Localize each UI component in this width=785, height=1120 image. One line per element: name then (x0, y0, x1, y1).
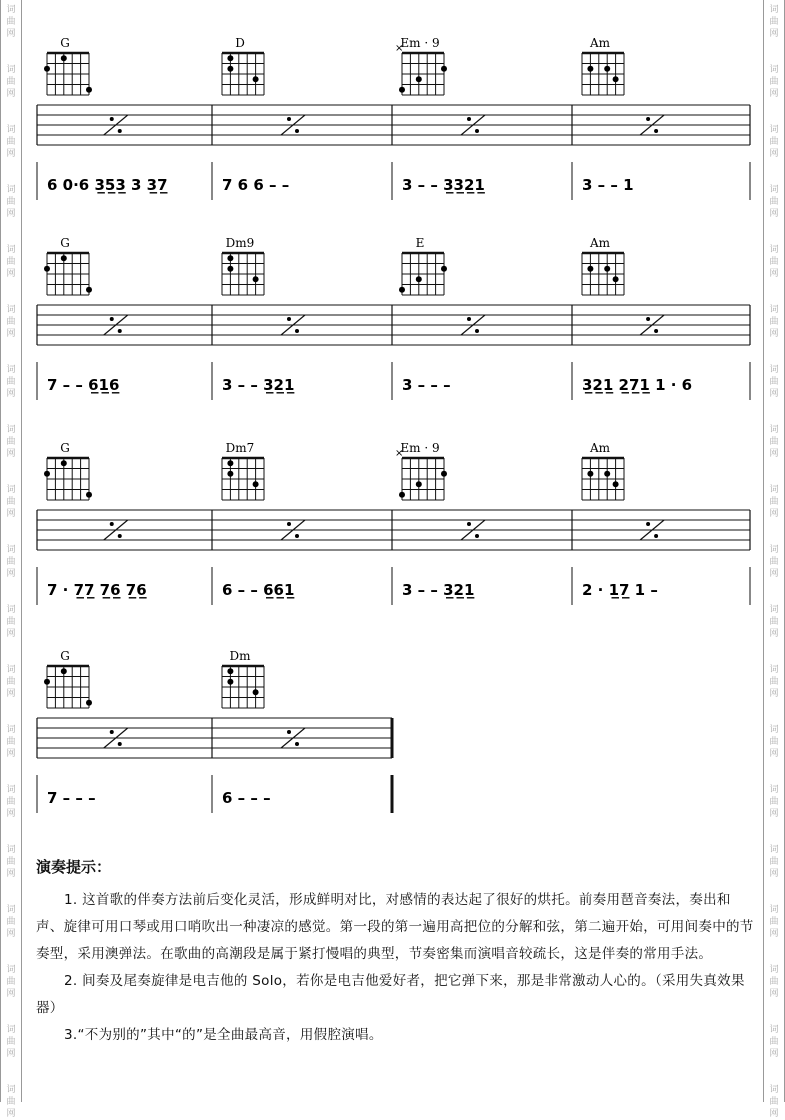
watermark-text: 词 曲 网 (769, 725, 779, 759)
finger-dot (86, 700, 92, 706)
chord-name: Am (589, 36, 611, 50)
strum-dot (654, 129, 658, 133)
finger-dot (44, 266, 50, 272)
finger-dot (613, 76, 619, 82)
watermark-text: 词 曲 网 (769, 425, 779, 459)
strum-dot (475, 329, 479, 333)
finger-dot (227, 471, 233, 477)
watermark-text: 词 曲 网 (6, 425, 16, 459)
strum-dot (287, 522, 291, 526)
strum-dot (118, 742, 122, 746)
strum-dot (646, 117, 650, 121)
tip-paragraph-2: 2. 间奏及尾奏旋律是电吉他的 Solo，若你是电吉他爱好者，把它弹下来，那是非常激动人心的。（采用失真效果器） (36, 973, 745, 1016)
watermark-text: 词 曲 网 (769, 1025, 779, 1059)
notation-measure: 7 – – – (47, 789, 96, 807)
notation-measure: 7 – – 6̲1̲6̲ (47, 376, 120, 394)
strum-dot (110, 730, 114, 734)
notation-measure: 3 – – 3̲3̲2̲1̲ (402, 176, 485, 194)
notation-measure: 3 – – – (402, 376, 451, 394)
notation-measure: 3̲2̲1̲ 2̲7̲1̲ 1 · 6 (582, 376, 693, 394)
finger-dot (604, 266, 610, 272)
watermark-text: 词 曲 网 (6, 785, 16, 819)
chord-name: G (60, 36, 70, 50)
finger-dot (587, 66, 593, 72)
finger-dot (253, 689, 259, 695)
watermark-text: 词 曲 网 (6, 965, 16, 999)
chord-name: G (60, 649, 70, 663)
watermark-text: 词 曲 网 (6, 305, 16, 339)
finger-dot (86, 287, 92, 293)
strum-dot (646, 522, 650, 526)
chord-name: G (60, 441, 70, 455)
watermark-text: 词 曲 网 (769, 1085, 779, 1119)
watermark-text: 词 曲 网 (769, 785, 779, 819)
watermark-text: 词 曲 网 (769, 905, 779, 939)
finger-dot (587, 471, 593, 477)
finger-dot (441, 471, 447, 477)
notation-measure: 3 – – 3̲2̲1̲ (402, 581, 475, 599)
watermark-text: 词 曲 网 (6, 605, 16, 639)
watermark-text: 词 曲 网 (6, 245, 16, 279)
finger-dot (86, 87, 92, 93)
watermark-text: 词 曲 网 (6, 725, 16, 759)
watermark-text: 词 曲 网 (6, 665, 16, 699)
watermark-text: 词 曲 网 (769, 605, 779, 639)
finger-dot (44, 471, 50, 477)
chord-name: Am (589, 236, 611, 250)
performance-tips (36, 856, 756, 1049)
finger-dot (227, 679, 233, 685)
finger-dot (613, 481, 619, 487)
finger-dot (399, 87, 405, 93)
watermark-text: 词 曲 网 (769, 485, 779, 519)
tips-title: 演奏提示： (36, 858, 112, 876)
strum-dot (110, 317, 114, 321)
finger-dot (253, 76, 259, 82)
notation-measure: 3 – – 1 (582, 176, 634, 194)
finger-dot (604, 66, 610, 72)
strum-dot (110, 522, 114, 526)
watermark-text: 词 曲 网 (769, 185, 779, 219)
finger-dot (44, 679, 50, 685)
watermark-text: 词 曲 网 (6, 185, 16, 219)
muted-string-mark: × (395, 448, 404, 459)
watermark-text: 词 曲 网 (769, 965, 779, 999)
strum-dot (467, 522, 471, 526)
watermark-text: 词 曲 网 (769, 665, 779, 699)
watermark-text: 词 曲 网 (6, 65, 16, 99)
finger-dot (399, 287, 405, 293)
watermark-text: 词 曲 网 (6, 5, 16, 39)
watermark-text: 词 曲 网 (6, 365, 16, 399)
finger-dot (416, 276, 422, 282)
finger-dot (86, 492, 92, 498)
notation-measure: 6 0·6 3̲5̲3̲ 3 3̲7̲ (47, 176, 168, 194)
finger-dot (227, 668, 233, 674)
watermark-text: 词 曲 网 (769, 305, 779, 339)
strum-dot (287, 117, 291, 121)
finger-dot (227, 460, 233, 466)
strum-dot (118, 329, 122, 333)
chord-name: G (60, 236, 70, 250)
strum-dot (654, 329, 658, 333)
chord-name: Dm9 (225, 236, 255, 250)
finger-dot (441, 266, 447, 272)
chord-name: Dm7 (225, 441, 255, 455)
strum-dot (654, 534, 658, 538)
watermark-text: 词 曲 网 (769, 5, 779, 39)
chord-name: Em · 9 (400, 441, 440, 455)
finger-dot (227, 66, 233, 72)
watermark-text: 词 曲 网 (769, 245, 779, 279)
strum-dot (110, 117, 114, 121)
notation-measure: 6 – – – (222, 789, 271, 807)
notation-measure: 7 · 7̲7̲ 7̲6̲ 7̲6̲ (47, 581, 147, 599)
strum-dot (295, 742, 299, 746)
watermark-text: 词 曲 网 (769, 125, 779, 159)
chord-name: Em · 9 (400, 36, 440, 50)
notation-measure: 6 – – 6̲6̲1̲ (222, 581, 295, 599)
finger-dot (227, 255, 233, 261)
finger-dot (253, 481, 259, 487)
finger-dot (253, 276, 259, 282)
notation-measure: 7 6 6 – – (222, 176, 290, 194)
notation-measure: 3 – – 3̲2̲1̲ (222, 376, 295, 394)
strum-dot (287, 317, 291, 321)
finger-dot (61, 55, 67, 61)
watermark-text: 词 曲 网 (6, 1085, 16, 1119)
strum-dot (475, 534, 479, 538)
strum-dot (118, 129, 122, 133)
watermark-text: 词 曲 网 (6, 545, 16, 579)
watermark-text: 词 曲 网 (769, 845, 779, 879)
finger-dot (61, 460, 67, 466)
finger-dot (587, 266, 593, 272)
tip-paragraph-1: 1. 这首歌的伴奏方法前后变化灵活，形成鲜明对比，对感情的表达起了很好的烘托。前奏用琶音奏法，奏出和声、旋律可用口琴或用口哨吹出一种凄凉的感觉。第一段的第一遍用高把位的分解和弦，第二遍开始，可用间奏中的节奏型，采用澳弹法。在歌曲的高潮段是属于紧打慢唱的典型，节奏密集而演唱音较疏长，这是伴奏的常用手法。 (36, 892, 754, 962)
finger-dot (44, 66, 50, 72)
strum-dot (467, 117, 471, 121)
strum-dot (295, 329, 299, 333)
muted-string-mark: × (395, 43, 404, 54)
finger-dot (613, 276, 619, 282)
strum-dot (118, 534, 122, 538)
watermark-text: 词 曲 网 (6, 1025, 16, 1059)
watermark-text: 词 曲 网 (6, 125, 16, 159)
strum-dot (295, 129, 299, 133)
tip-paragraph-3: 3.“不为别的”其中“的”是全曲最高音，用假腔演唱。 (64, 1027, 383, 1043)
notation-measure: 2 · 1̲7̲ 1 – (582, 581, 658, 599)
strum-dot (287, 730, 291, 734)
finger-dot (61, 668, 67, 674)
strum-dot (467, 317, 471, 321)
watermark-text: 词 曲 网 (6, 485, 16, 519)
finger-dot (604, 471, 610, 477)
finger-dot (441, 66, 447, 72)
finger-dot (416, 76, 422, 82)
watermark-text: 词 曲 网 (769, 545, 779, 579)
finger-dot (416, 481, 422, 487)
chord-name: Dm (229, 649, 251, 663)
chord-name: E (415, 236, 425, 250)
watermark-text: 词 曲 网 (6, 905, 16, 939)
finger-dot (227, 55, 233, 61)
strum-dot (295, 534, 299, 538)
chord-name: D (235, 36, 245, 50)
finger-dot (399, 492, 405, 498)
watermark-text: 词 曲 网 (769, 65, 779, 99)
watermark-text: 词 曲 网 (6, 845, 16, 879)
watermark-text: 词 曲 网 (769, 365, 779, 399)
finger-dot (227, 266, 233, 272)
strum-dot (475, 129, 479, 133)
strum-dot (646, 317, 650, 321)
finger-dot (61, 255, 67, 261)
chord-name: Am (589, 441, 611, 455)
